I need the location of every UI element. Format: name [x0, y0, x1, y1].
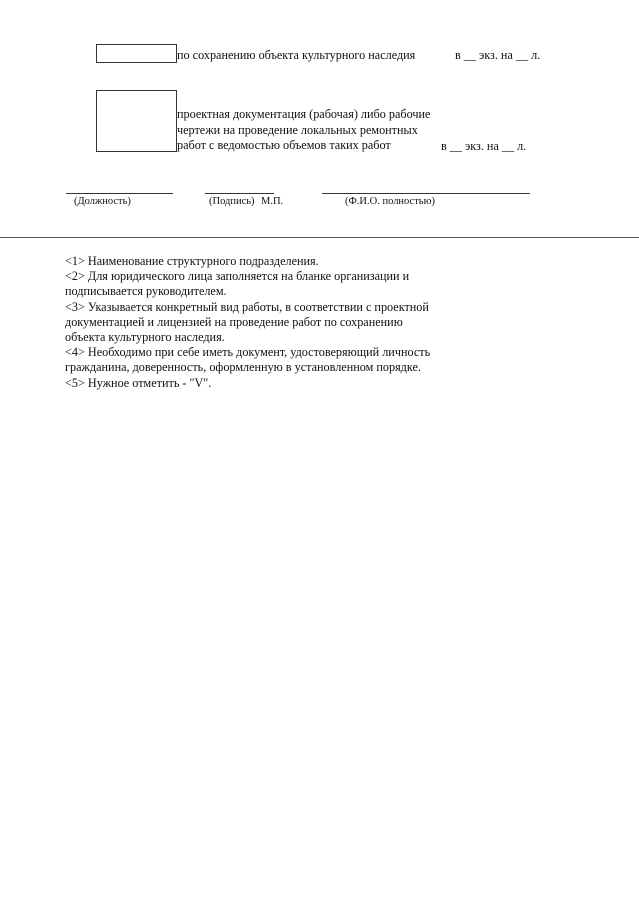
footnote-3-line-3: объекта культурного наследия.	[65, 330, 225, 345]
full-name-line[interactable]	[322, 193, 530, 194]
item-2-text-line-3: работ с ведомостью объемов таких работ	[177, 138, 391, 152]
item-2-checkbox[interactable]	[96, 90, 177, 152]
seal-label: М.П.	[261, 196, 284, 207]
item-2-text-line-1: проектная документация (рабочая) либо рабочие	[177, 107, 431, 121]
footnote-1: <1> Наименование структурного подразделения.	[65, 254, 319, 268]
footnote-4-line-1: <4> Необходимо при себе иметь документ, удостоверяющий личность	[65, 345, 431, 360]
position-line[interactable]	[66, 193, 173, 194]
full-name-label: (Ф.И.О. полностью)	[345, 196, 435, 207]
footnote-3-line-2: документацией и лицензией на проведение работ по сохранению	[65, 314, 403, 329]
item-2-text-line-2: чертежи на проведение локальных ремонтных	[177, 123, 418, 137]
item-1-count-label: в __ экз. на __ л.	[455, 48, 541, 62]
item-1-checkbox[interactable]	[96, 44, 177, 63]
footnote-2-line-2: подписывается руководителем.	[65, 284, 227, 299]
footnote-3-line-1: <3> Указывается конкретный вид работы, в соответствии с проектной	[65, 299, 429, 314]
footnote-4-line-2: гражданина, доверенность, оформленную в установленном порядке.	[65, 360, 421, 375]
position-label: (Должность)	[74, 196, 131, 207]
page-separator	[0, 237, 639, 238]
footnote-2-line-1: <2> Для юридического лица заполняется на бланке организации и	[65, 269, 410, 284]
item-2-count-label: в __ экз. на __ л.	[441, 139, 527, 153]
signature-line[interactable]	[205, 193, 274, 194]
signature-label: (Подпись)	[209, 196, 255, 207]
footnotes	[65, 254, 465, 391]
footnote-5: <5> Нужное отметить - "V".	[65, 375, 212, 390]
item-1-text: по сохранению объекта культурного наследия	[177, 48, 416, 62]
